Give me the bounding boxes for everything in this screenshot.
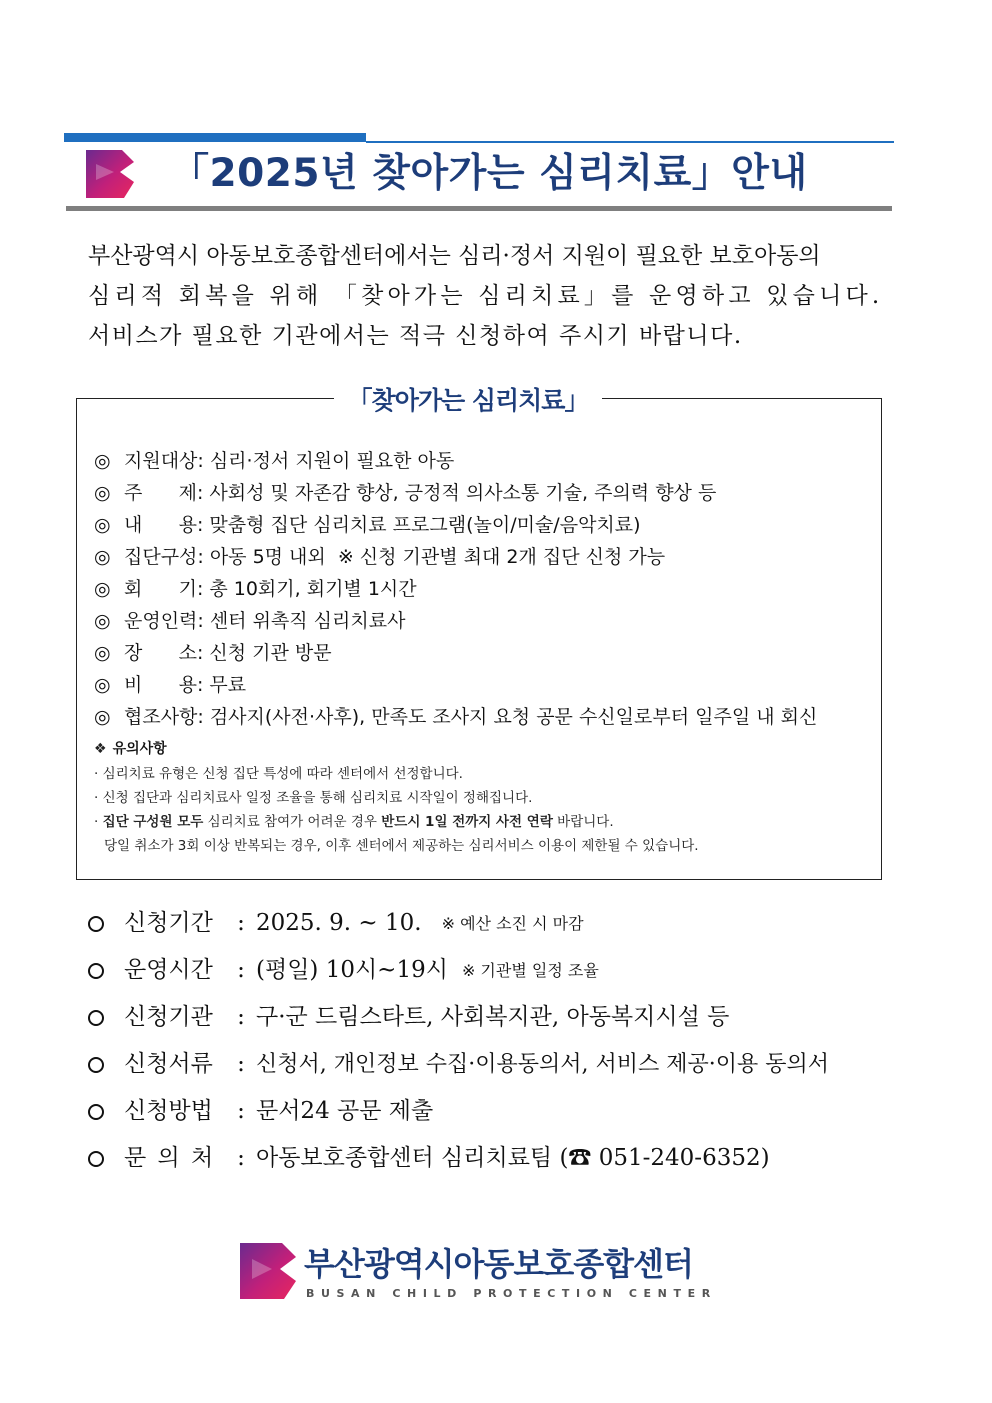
info-label: 신청서류: [124, 1051, 213, 1077]
info-label: 신청기관: [124, 1004, 213, 1030]
item-label: 지원대상:: [124, 450, 204, 472]
info-colon: :: [237, 1051, 245, 1077]
list-item: [94, 605, 874, 637]
notice-item: [94, 810, 874, 834]
list-item: [94, 541, 874, 573]
info-colon: :: [237, 910, 245, 936]
info-label: 신청기간: [124, 910, 213, 936]
item-bullet: ◎: [94, 482, 111, 504]
center-logo-icon: [240, 1243, 298, 1299]
notice-list: [94, 762, 874, 858]
circle-bullet-icon: [88, 1104, 104, 1120]
info-value: 2025. 9. ~ 10.: [256, 910, 422, 936]
item-value: 센터 위촉직 심리치료사: [209, 610, 406, 632]
info-label: 신청방법: [124, 1098, 213, 1124]
list-item: [94, 669, 874, 701]
item-bullet: ◎: [94, 642, 111, 664]
notice-item: 당일 취소가 3회 이상 반복되는 경우, 이후 센터에서 제공하는 심리서비스 이용이 제한될 수 있습니다.: [104, 838, 699, 854]
item-value: 심리·정서 지원이 필요한 아동: [209, 450, 455, 472]
info-value: 아동보호종합센터 심리치료팀 (☎ 051-240-6352): [256, 1145, 770, 1171]
notice-text: 심리치료 참여가 어려운 경우: [203, 814, 382, 830]
item-label: 집단구성:: [124, 546, 204, 568]
item-label: 내 용:: [124, 514, 204, 536]
circle-bullet-icon: [88, 963, 104, 979]
notice-heading: [94, 738, 167, 758]
item-value: 검사지(사전·사후), 만족도 조사지 요청 공문 수신일로부터 일주일 내 회신: [209, 706, 818, 728]
info-row-institutions: [88, 994, 928, 1041]
notice-title-text: 유의사항: [112, 741, 167, 757]
item-value: 사회성 및 자존감 향상, 긍정적 의사소통 기술, 주의력 향상 등: [209, 482, 717, 504]
notice-emphasis: 집단 구성원 모두: [102, 814, 204, 830]
footer-org-name: 부산광역시아동보호종합센터: [304, 1245, 693, 1283]
info-row-contact: [88, 1135, 928, 1182]
notice-emphasis: 반드시 1일 전까지 사전 연락: [381, 814, 553, 830]
diamond-icon: ❖: [94, 741, 107, 757]
item-bullet: ◎: [94, 546, 111, 568]
intro-line: 심리적 회복을 위해 「찾아가는 심리치료」를 운영하고 있습니다.: [88, 283, 884, 309]
item-label: 주 제:: [124, 482, 204, 504]
program-details-list: [94, 445, 874, 733]
info-note: ※ 예산 소진 시 마감: [441, 914, 584, 933]
info-value: 문서24 공문 제출: [256, 1098, 434, 1124]
item-bullet: ◎: [94, 610, 111, 632]
list-item: [94, 637, 874, 669]
notice-item: · 심리치료 유형은 신청 집단 특성에 따라 센터에서 선정합니다.: [94, 766, 463, 782]
item-label: 회 기:: [124, 578, 204, 600]
info-colon: :: [237, 1004, 245, 1030]
notice-text: 바랍니다.: [552, 814, 614, 830]
item-label: 운영인력:: [124, 610, 204, 632]
info-row-documents: [88, 1041, 928, 1088]
page-title: 「2025년 찾아가는 심리치료」안내: [170, 151, 808, 196]
info-row-method: [88, 1088, 928, 1135]
header-accent-bar: [64, 133, 366, 142]
info-note: ※ 기관별 일정 조율: [461, 961, 599, 980]
program-box-title: 「찾아가는 심리치료」: [334, 382, 602, 420]
intro-line: 부산광역시 아동보호종합센터에서는 심리·정서 지원이 필요한 보호아동의: [88, 243, 821, 269]
info-value: 구·군 드림스타트, 사회복지관, 아동복지시설 등: [256, 1004, 730, 1030]
intro-paragraph: [88, 236, 908, 356]
item-label: 장 소:: [124, 642, 204, 664]
list-item: [94, 445, 874, 477]
info-label: 문 의 처: [124, 1145, 216, 1171]
circle-bullet-icon: [88, 1010, 104, 1026]
item-value: 맞춤형 집단 심리치료 프로그램(놀이/미술/음악치료): [209, 514, 641, 536]
center-logo-icon: [86, 150, 136, 198]
item-bullet: ◎: [94, 450, 111, 472]
item-value: 아동 5명 내외 ※ 신청 기관별 최대 2개 집단 신청 가능: [209, 546, 666, 568]
info-label: 운영시간: [124, 957, 213, 983]
notice-item: · 신청 집단과 심리치료사 일정 조율을 통해 심리치료 시작일이 정해집니다.: [94, 790, 533, 806]
footer-org-english: BUSAN CHILD PROTECTION CENTER: [306, 1287, 717, 1300]
item-label: 비 용:: [124, 674, 204, 696]
list-item: [94, 573, 874, 605]
notice-text: ·: [94, 814, 103, 830]
item-bullet: ◎: [94, 706, 111, 728]
item-bullet: ◎: [94, 674, 111, 696]
item-value: 무료: [209, 674, 247, 696]
application-info-list: [88, 900, 928, 1182]
list-item: [94, 701, 874, 733]
item-bullet: ◎: [94, 514, 111, 536]
circle-bullet-icon: [88, 1057, 104, 1073]
info-value: 신청서, 개인정보 수집·이용동의서, 서비스 제공·이용 동의서: [256, 1052, 829, 1077]
intro-line: 서비스가 필요한 기관에서는 적극 신청하여 주시기 바랍니다.: [88, 323, 743, 349]
circle-bullet-icon: [88, 1151, 104, 1167]
item-value: 총 10회기, 회기별 1시간: [209, 578, 417, 600]
info-row-hours: [88, 947, 928, 994]
info-colon: :: [237, 1145, 245, 1171]
list-item: [94, 477, 874, 509]
info-colon: :: [237, 957, 245, 983]
header-bottom-bar: [66, 206, 892, 211]
header-top-line: [366, 141, 894, 143]
info-row-period: [88, 900, 928, 947]
info-colon: :: [237, 1098, 245, 1124]
item-bullet: ◎: [94, 578, 111, 600]
item-value: 신청 기관 방문: [209, 642, 332, 664]
item-label: 협조사항:: [124, 706, 204, 728]
list-item: [94, 509, 874, 541]
info-value: (평일) 10시~19시: [256, 957, 448, 983]
circle-bullet-icon: [88, 916, 104, 932]
